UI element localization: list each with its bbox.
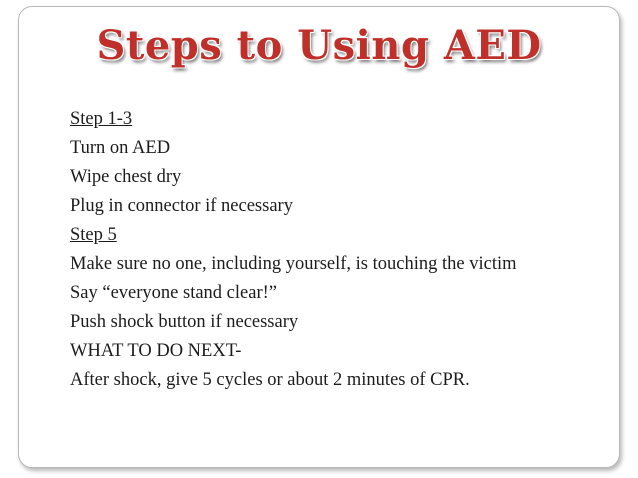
body-line: After shock, give 5 cycles or about 2 minutes of CPR. [70,370,470,390]
body-line: Push shock button if necessary [70,312,299,332]
body-line: Plug in connector if necessary [70,196,293,216]
what-next-heading: WHAT TO DO NEXT- [70,341,242,361]
body-line: Wipe chest dry [70,167,182,187]
body-line: Turn on AED [70,138,171,158]
slide-title: Steps to Using AED [96,22,542,69]
body-line: Make sure no one, including yourself, is touching the victim [70,254,517,274]
step-5-heading: Step 5 [70,225,117,245]
step-1-3-heading: Step 1-3 [70,109,133,129]
slide-body [70,105,600,395]
body-line: Say “everyone stand clear!” [70,283,277,303]
